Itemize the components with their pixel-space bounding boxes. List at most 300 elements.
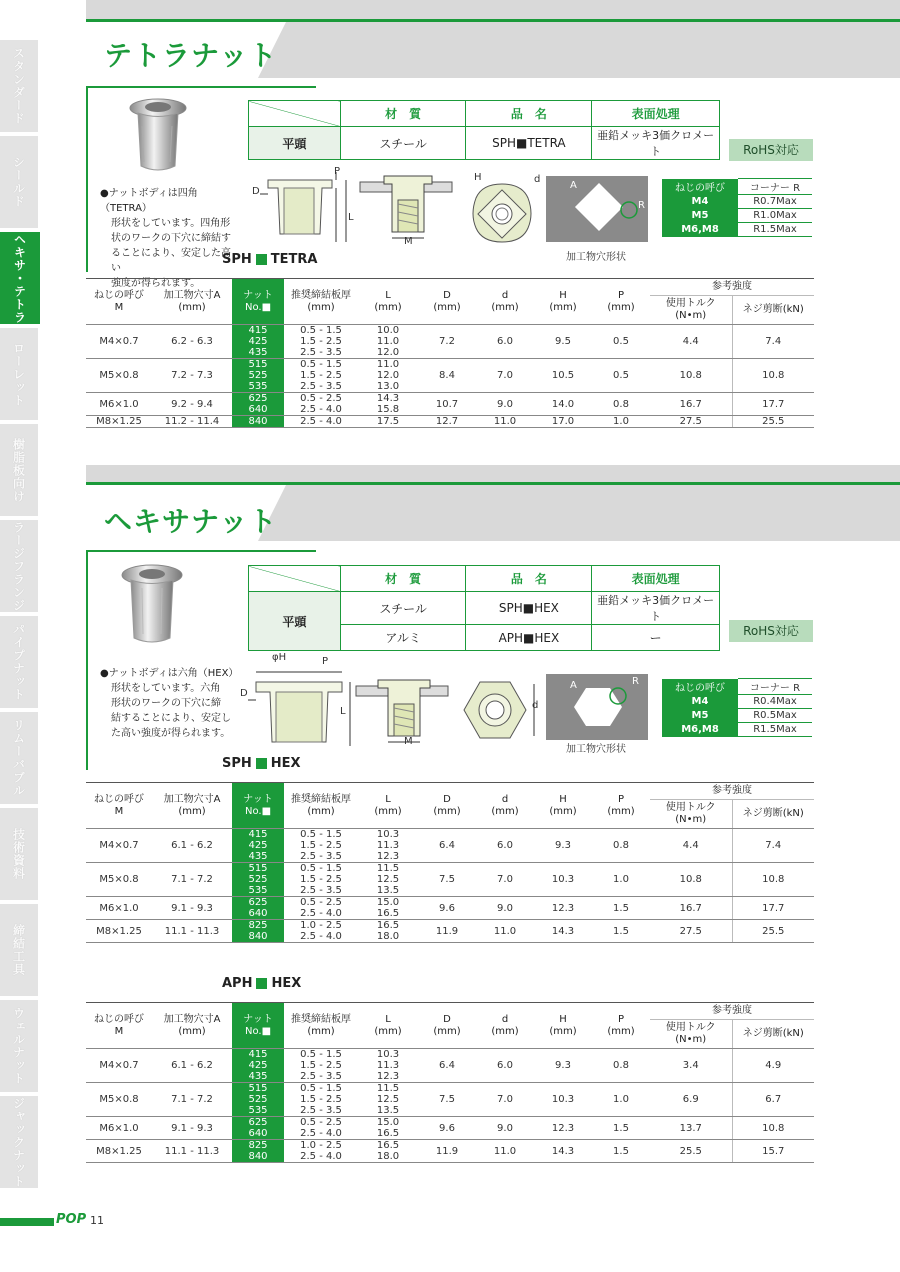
th-D [418, 1003, 476, 1049]
cell-L-line: 17.5 [376, 416, 400, 427]
cell-hole: 7.1 - 7.2 [152, 1083, 232, 1117]
cell-plate [284, 1049, 358, 1083]
cell-D: 11.9 [418, 920, 476, 943]
cell-L-line: 12.3 [376, 851, 400, 862]
cell-hole: 6.1 - 6.2 [152, 1049, 232, 1083]
cell-d: 7.0 [476, 863, 534, 897]
cell-D: 7.5 [418, 863, 476, 897]
header-unit: (mm) [374, 1025, 402, 1037]
hole-shape-caption: 加工物穴形状 [566, 252, 626, 263]
header-unit: (mm) [549, 301, 577, 313]
desc-line: ●ナットボディは六角（HEX） [100, 668, 239, 679]
cell-plate [284, 1083, 358, 1117]
cell-plate-line: 2.5 - 3.5 [300, 885, 342, 896]
cell-nut-line: 625 [248, 897, 268, 908]
cell-nut-line: 415 [248, 1049, 268, 1060]
section-band-top [86, 0, 900, 20]
header-line: d [501, 289, 509, 301]
fig-label-A: A [570, 680, 577, 691]
header-line: 加工物穴寸A [163, 289, 221, 301]
table-row [86, 325, 814, 359]
cell-L-line: 11.5 [376, 1083, 400, 1094]
cell-H: 12.3 [534, 897, 592, 920]
cell-D: 10.7 [418, 393, 476, 416]
cell-L-line: 12.5 [376, 874, 400, 885]
tetra-description [100, 186, 240, 291]
th-shear [732, 1020, 814, 1049]
cell-plate [284, 920, 358, 943]
th-L [358, 783, 418, 829]
cell-thread: M5×0.8 [86, 863, 152, 897]
cell-thread: M8×1.25 [86, 1140, 152, 1163]
hexa-nut-photo [116, 562, 188, 648]
cell-L-line: 16.5 [376, 920, 400, 931]
cell-d: 7.0 [476, 359, 534, 393]
cell-plate-line: 2.5 - 4.0 [300, 1128, 342, 1139]
spec-product: APH■HEX [466, 625, 592, 651]
section-title-tetra: テトラナット [104, 39, 278, 72]
th-torque [650, 1020, 732, 1049]
square-mark [256, 978, 267, 989]
header-unit: (mm) [433, 1025, 461, 1037]
table-label-sph-hex [222, 756, 301, 771]
cell-torque: 27.5 [650, 416, 732, 428]
cell-plate-line: 1.5 - 2.5 [300, 1060, 342, 1071]
th-H [534, 783, 592, 829]
side-tab[interactable] [0, 232, 40, 325]
cell-P: 0.8 [592, 393, 650, 416]
header-line: ナット [243, 1013, 273, 1025]
header-line: ネジ剪断(kN) [742, 304, 804, 315]
cell-nut-line: 515 [248, 359, 268, 370]
cell-plate [284, 1140, 358, 1163]
fig-label-M: M [404, 236, 413, 247]
desc-line: ることにより、安定した高い [111, 248, 231, 274]
cell-hole: 6.1 - 6.2 [152, 829, 232, 863]
side-tab-label: パイプナット [11, 623, 26, 701]
spec-material: スチール [340, 127, 466, 160]
cell-H: 10.3 [534, 1083, 592, 1117]
cell-hole: 9.1 - 9.3 [152, 897, 232, 920]
cell-D: 9.6 [418, 1117, 476, 1140]
tetra-hole-shape [546, 176, 648, 242]
corner-size: M5 [662, 209, 738, 223]
side-tab-label: 樹脂板向け [11, 437, 26, 503]
th-ref-strength [650, 1003, 814, 1020]
spec-material: スチール [340, 592, 466, 625]
cell-P: 1.5 [592, 1117, 650, 1140]
fig-label-R: R [638, 200, 645, 211]
cell-H: 10.3 [534, 863, 592, 897]
tetra-corner-table [662, 178, 812, 237]
cell-L [358, 325, 418, 359]
cell-nut-line: 515 [248, 863, 268, 874]
header-unit: (mm) [374, 301, 402, 313]
cell-P: 0.8 [592, 1049, 650, 1083]
cell-plate-line: 2.5 - 4.0 [300, 908, 342, 919]
cell-nut-line: 840 [248, 1151, 268, 1162]
th-nut [232, 1003, 284, 1049]
side-tab[interactable] [0, 904, 38, 997]
side-tab[interactable] [0, 712, 38, 805]
cell-nut-line: 415 [248, 829, 268, 840]
cell-plate [284, 325, 358, 359]
cell-L [358, 1117, 418, 1140]
footer-logo: POP [56, 1212, 87, 1227]
table-row [86, 920, 814, 943]
spec-data-table [86, 1002, 814, 1163]
cell-L [358, 1049, 418, 1083]
header-unit: (mm) [491, 1025, 519, 1037]
cell-shear: 4.9 [732, 1049, 814, 1083]
header-unit: (mm) [374, 805, 402, 817]
header-unit: (mm) [549, 1025, 577, 1037]
cell-plate-line: 2.5 - 4.0 [300, 404, 342, 415]
label-suffix: TETRA [270, 252, 318, 267]
cell-plate-line: 2.5 - 4.0 [300, 931, 342, 942]
cell-nut-line: 625 [248, 1117, 268, 1128]
label-suffix: HEX [271, 976, 302, 991]
header-line: d [501, 793, 509, 805]
square-mark [256, 254, 267, 265]
side-tab-label: 技術資料 [11, 828, 26, 880]
th-thread [86, 1003, 152, 1049]
cell-nut-line: 640 [248, 1128, 268, 1139]
cell-plate-line: 2.5 - 3.5 [300, 347, 342, 358]
cell-plate-line: 1.0 - 2.5 [300, 1140, 342, 1151]
header-unit: (mm) [607, 805, 635, 817]
cell-P: 1.5 [592, 920, 650, 943]
spec-product: SPH■HEX [466, 592, 592, 625]
cell-H: 9.5 [534, 325, 592, 359]
footer-bar [0, 1218, 54, 1226]
title-underline [86, 86, 316, 88]
rohs-badge: RoHS対応 [729, 139, 813, 161]
cell-nut-line: 525 [248, 370, 268, 381]
th-torque [650, 800, 732, 829]
hexa-description [100, 666, 240, 741]
header-line: H [559, 289, 567, 301]
spec-diag-cell [249, 566, 341, 592]
side-tab[interactable] [0, 808, 38, 901]
cell-hole: 7.1 - 7.2 [152, 863, 232, 897]
table-row [86, 1140, 814, 1163]
hexa-spec-table [248, 565, 720, 651]
cell-torque: 13.7 [650, 1117, 732, 1140]
spec-header-product: 品 名 [466, 101, 592, 127]
cell-D: 7.5 [418, 1083, 476, 1117]
fig-label-phiH: φH [272, 652, 287, 663]
corner-size: M6,M8 [662, 723, 738, 737]
header-line: P [617, 1013, 625, 1025]
header-unit: No.■ [244, 805, 272, 817]
cell-plate-line: 0.5 - 2.5 [300, 1117, 342, 1128]
cell-L-line: 13.5 [376, 885, 400, 896]
corner-size: M4 [662, 695, 738, 709]
cell-plate-line: 0.5 - 1.5 [300, 325, 342, 336]
spec-header-finish: 表面処理 [592, 566, 720, 592]
cell-L-line: 10.0 [376, 325, 400, 336]
section-left-rule [86, 552, 88, 770]
spec-finish: ー [592, 625, 720, 651]
header-line: 使用トルク(N•m) [665, 802, 716, 825]
cell-H: 9.3 [534, 1049, 592, 1083]
th-plate [284, 1003, 358, 1049]
cell-d: 11.0 [476, 1140, 534, 1163]
tetra-dimension-drawing [246, 162, 358, 250]
spec-diag-cell [249, 101, 341, 127]
side-tab-label: ジャックナット [11, 1096, 26, 1188]
spec-material: アルミ [340, 625, 466, 651]
cell-plate-line: 0.5 - 1.5 [300, 829, 342, 840]
cell-L-line: 12.0 [376, 370, 400, 381]
table-row [86, 359, 814, 393]
spec-data-table [86, 782, 814, 943]
header-line: ネジ剪断(kN) [742, 1028, 804, 1039]
header-line: 加工物穴寸A [163, 1013, 221, 1025]
cell-nut-line: 535 [248, 1105, 268, 1116]
section-rule [86, 482, 900, 485]
cell-torque: 10.8 [650, 359, 732, 393]
header-line: 加工物穴寸A [163, 793, 221, 805]
cell-torque: 6.9 [650, 1083, 732, 1117]
side-tab[interactable] [0, 616, 38, 709]
cell-nut-line: 535 [248, 381, 268, 392]
cell-L-line: 16.5 [376, 1128, 400, 1139]
cell-L-line: 12.3 [376, 1071, 400, 1082]
cell-nut-line: 840 [248, 931, 268, 942]
cell-plate-line: 2.5 - 3.5 [300, 1105, 342, 1116]
cell-H: 9.3 [534, 829, 592, 863]
corner-r: R1.0Max [738, 209, 812, 223]
cell-plate-line: 2.5 - 3.5 [300, 851, 342, 862]
cell-P: 1.0 [592, 863, 650, 897]
header-line: L [385, 793, 391, 805]
spec-product: SPH■TETRA [466, 127, 592, 160]
side-tab[interactable] [0, 1000, 38, 1093]
th-hole [152, 279, 232, 325]
table-label-aph-hex [222, 976, 301, 991]
header-line: ナット [243, 289, 273, 301]
tetra-top-view [466, 178, 538, 248]
side-tab[interactable] [0, 424, 38, 517]
table-row [86, 863, 814, 897]
cell-P: 0.5 [592, 359, 650, 393]
cell-plate-line: 2.5 - 3.5 [300, 381, 342, 392]
header-unit: M [114, 1025, 124, 1037]
th-thread [86, 783, 152, 829]
spec-header-product: 品 名 [466, 566, 592, 592]
rohs-badge: RoHS対応 [729, 620, 813, 642]
title-underline [86, 550, 316, 552]
cell-thread: M6×1.0 [86, 393, 152, 416]
cell-nut [232, 325, 284, 359]
side-tab[interactable] [0, 40, 38, 133]
table-row [86, 829, 814, 863]
header-unit: (mm) [491, 301, 519, 313]
header-line: ねじの呼び [94, 1013, 144, 1025]
cell-L [358, 897, 418, 920]
cell-D: 6.4 [418, 1049, 476, 1083]
cell-hole: 6.2 - 6.3 [152, 325, 232, 359]
fig-label-D: D [240, 688, 248, 699]
cell-torque: 4.4 [650, 829, 732, 863]
section-title-hexa: ヘキサナット [104, 505, 278, 538]
cell-nut-line: 535 [248, 885, 268, 896]
cell-plate-line: 2.5 - 3.5 [300, 1071, 342, 1082]
corner-size: M4 [662, 195, 738, 209]
corner-header-r: コーナー R [738, 179, 812, 195]
cell-plate-line: 1.5 - 2.5 [300, 1094, 342, 1105]
corner-r: R0.4Max [738, 695, 812, 709]
fig-label-L: L [340, 706, 346, 717]
cell-D: 8.4 [418, 359, 476, 393]
cell-nut-line: 625 [248, 393, 268, 404]
cell-L-line: 11.0 [376, 359, 400, 370]
fig-label-d: d [534, 174, 541, 185]
cell-plate [284, 829, 358, 863]
cell-L-line: 11.0 [376, 336, 400, 347]
cell-hole: 11.1 - 11.3 [152, 920, 232, 943]
cell-L-line: 16.5 [376, 1140, 400, 1151]
cell-nut [232, 1083, 284, 1117]
cell-nut-line: 525 [248, 874, 268, 885]
header-line: D [443, 289, 451, 301]
cell-torque: 27.5 [650, 920, 732, 943]
cell-shear: 17.7 [732, 897, 814, 920]
header-line: ねじの呼び [94, 289, 144, 301]
cell-plate-line: 1.0 - 2.5 [300, 920, 342, 931]
th-hole [152, 783, 232, 829]
cell-hole: 11.2 - 11.4 [152, 416, 232, 428]
cell-D: 6.4 [418, 829, 476, 863]
cell-d: 9.0 [476, 897, 534, 920]
side-tab-label: ヘキサ・テトラ [12, 232, 27, 324]
cell-L [358, 416, 418, 428]
cell-thread: M6×1.0 [86, 1117, 152, 1140]
cell-H: 10.5 [534, 359, 592, 393]
desc-line: 形状をしています。四角形 [111, 218, 231, 229]
header-line: d [501, 1013, 509, 1025]
cell-nut [232, 1049, 284, 1083]
header-unit: No.■ [244, 1025, 272, 1037]
cell-nut-line: 525 [248, 1094, 268, 1105]
fig-label-P: P [322, 656, 329, 667]
section-left-rule [86, 88, 88, 272]
cell-nut-line: 435 [248, 347, 268, 358]
side-tab-label: ラージフランジ [11, 520, 26, 612]
header-line: ナット [243, 793, 273, 805]
desc-line: 強度が得られます。 [111, 278, 201, 289]
side-tab[interactable] [0, 328, 38, 421]
table-label-sph-tetra [222, 252, 317, 267]
header-unit: (mm) [607, 1025, 635, 1037]
cell-P: 1.0 [592, 416, 650, 428]
cell-L [358, 920, 418, 943]
cell-nut-line: 415 [248, 325, 268, 336]
desc-line: ●ナットボディは四角（TETRA） [100, 188, 198, 214]
side-tab-label: ウェルナット [11, 1007, 26, 1085]
cell-L-line: 16.5 [376, 908, 400, 919]
cell-torque: 3.4 [650, 1049, 732, 1083]
cell-L-line: 13.5 [376, 1105, 400, 1116]
cell-shear: 15.7 [732, 1140, 814, 1163]
corner-size: M5 [662, 709, 738, 723]
header-line: 参考強度 [712, 1005, 752, 1016]
spec-row-head: 平頭 [249, 592, 341, 651]
header-line: 推奨締結板厚 [291, 793, 351, 805]
cell-torque: 10.8 [650, 863, 732, 897]
spec-row-head: 平頭 [249, 127, 341, 160]
table-row [86, 1117, 814, 1140]
th-plate [284, 783, 358, 829]
th-L [358, 279, 418, 325]
section-band-top [86, 465, 900, 483]
cell-L-line: 10.3 [376, 1049, 400, 1060]
cell-hole: 7.2 - 7.3 [152, 359, 232, 393]
cell-nut [232, 829, 284, 863]
th-ref-strength [650, 279, 814, 296]
cell-shear: 25.5 [732, 920, 814, 943]
hexa-corner-table [662, 678, 812, 737]
corner-size: M6,M8 [662, 223, 738, 237]
header-line: 参考強度 [712, 785, 752, 796]
fig-label-d: d [532, 700, 539, 711]
header-line: H [559, 793, 567, 805]
cell-hole: 9.1 - 9.3 [152, 1117, 232, 1140]
header-unit: M [114, 805, 124, 817]
header-unit: (mm) [607, 301, 635, 313]
header-line: 使用トルク(N•m) [665, 1022, 716, 1045]
cell-nut [232, 359, 284, 393]
side-tab[interactable] [0, 520, 38, 613]
table-row [86, 1083, 814, 1117]
header-line: D [443, 1013, 451, 1025]
th-nut [232, 279, 284, 325]
cell-plate-line: 1.5 - 2.5 [300, 336, 342, 347]
label-prefix: SPH [222, 252, 252, 267]
tetra-nut-photo [122, 96, 194, 178]
cell-L [358, 359, 418, 393]
side-tab[interactable] [0, 136, 38, 229]
spec-header-finish: 表面処理 [592, 101, 720, 127]
header-unit: (mm) [491, 805, 519, 817]
cell-H: 14.3 [534, 920, 592, 943]
th-D [418, 279, 476, 325]
cell-thread: M5×0.8 [86, 1083, 152, 1117]
cell-d: 7.0 [476, 1083, 534, 1117]
cell-nut-line: 640 [248, 404, 268, 415]
cell-nut-line: 515 [248, 1083, 268, 1094]
corner-header-size: ねじの呼び [662, 679, 738, 695]
cell-H: 12.3 [534, 1117, 592, 1140]
header-line: L [385, 289, 391, 301]
spec-finish: 亜鉛メッキ3価クロメート [592, 592, 720, 625]
cell-d: 11.0 [476, 920, 534, 943]
cell-L-line: 10.3 [376, 829, 400, 840]
header-line: D [443, 793, 451, 805]
side-tab-label: シールド [11, 156, 26, 208]
th-thread [86, 279, 152, 325]
side-tab[interactable] [0, 1096, 38, 1189]
th-D [418, 783, 476, 829]
header-line: 推奨締結板厚 [291, 289, 351, 301]
th-L [358, 1003, 418, 1049]
cell-P: 0.5 [592, 325, 650, 359]
desc-line: 形状のワークの下穴に締 [111, 698, 221, 709]
cell-plate-line: 1.5 - 2.5 [300, 370, 342, 381]
cell-shear: 10.8 [732, 863, 814, 897]
